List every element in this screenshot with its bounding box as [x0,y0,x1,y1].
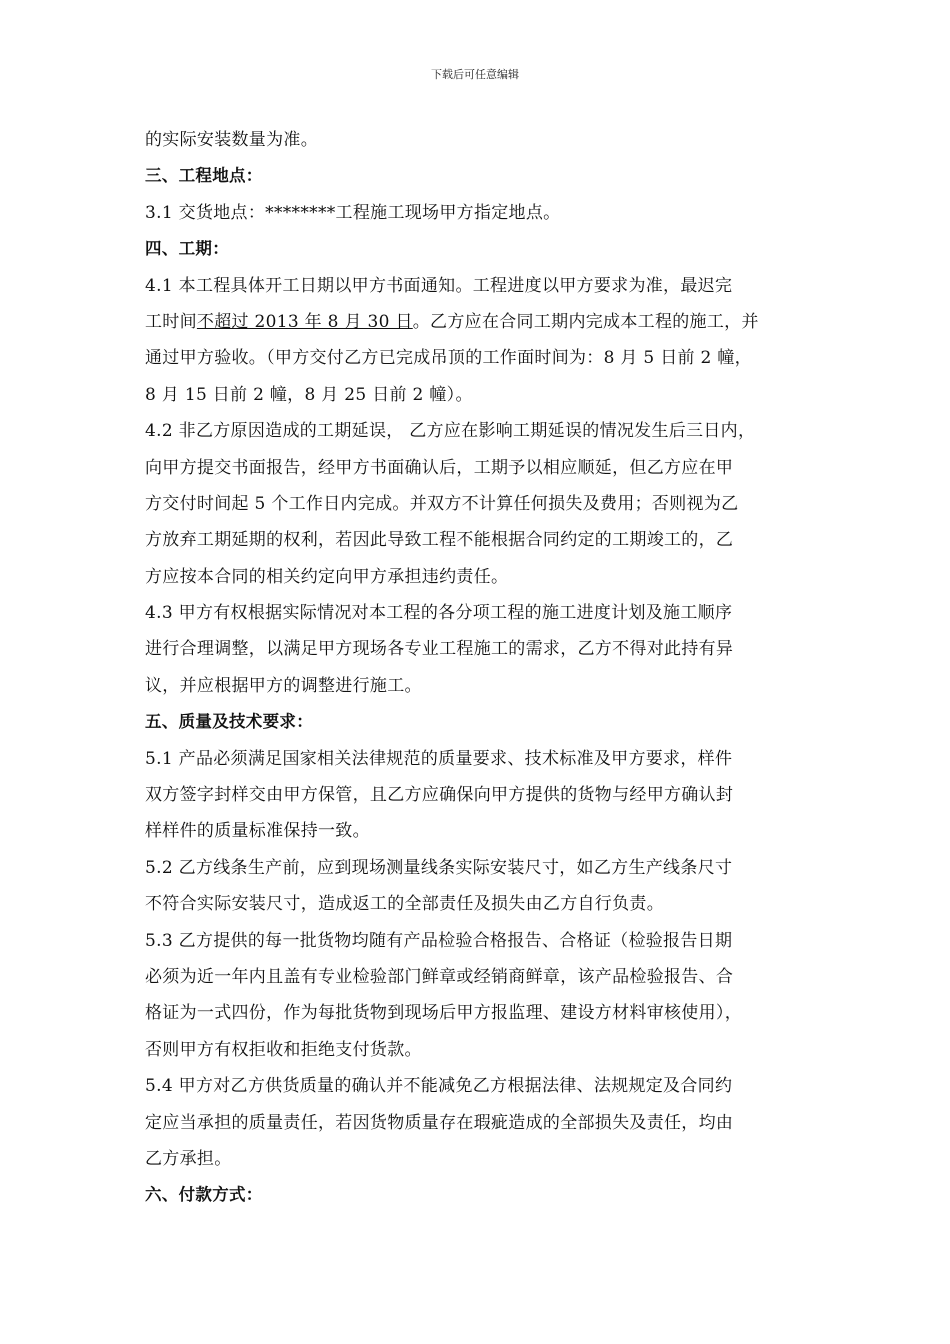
paragraph-line: 样样件的质量标准保持一致。 [145,821,370,842]
deadline-underlined: 不超过 2013 年 8 月 30 日 [196,311,413,332]
section-heading-location: 三、工程地点： [145,166,263,186]
paragraph-line: 乙方承担。 [145,1148,232,1169]
page-header: 下载后可任意编辑 [431,68,519,81]
paragraph-line: 5.3 乙方提供的每一批货物均随有产品检验合格报告、合格证（检验报告日期 [145,930,733,951]
paragraph-line: 定应当承担的质量责任，若因货物质量存在瑕疵造成的全部损失及责任，均由 [145,1112,734,1133]
paragraph-line: 必须为近一年内且盖有专业检验部门鲜章或经销商鲜章，该产品检验报告、合 [145,966,734,987]
paragraph-line: 8 月 15 日前 2 幢，8 月 25 日前 2 幢）。 [145,384,473,405]
paragraph-line: 否则甲方有权拒收和拒绝支付货款。 [145,1039,422,1060]
paragraph-line: 双方签字封样交由甲方保管，且乙方应确保向甲方提供的货物与经甲方确认封 [145,785,734,806]
section-heading-quality: 五、质量及技术要求： [145,712,313,732]
paragraph-line: 向甲方提交书面报告，经甲方书面确认后，工期予以相应顺延，但乙方应在甲 [145,457,734,478]
paragraph-line: 5.1 产品必须满足国家相关法律规范的质量要求、技术标准及甲方要求，样件 [145,748,733,769]
paragraph-line: 的实际安装数量为准。 [145,130,318,150]
paragraph-line: 4.3 甲方有权根据实际情况对本工程的各分项工程的施工进度计划及施工顺序 [145,603,733,624]
paragraph-line: 进行合理调整，以满足甲方现场各专业工程施工的需求，乙方不得对此持有异 [145,639,734,660]
paragraph-line: 4.2 非乙方原因造成的工期延误， 乙方应在影响工期延误的情况发生后三日内， [145,421,756,442]
paragraph-line: 4.1 本工程具体开工日期以甲方书面通知。工程进度以甲方要求为准，最迟完 [145,275,733,296]
paragraph-line: 3.1 交货地点：********工程施工现场甲方指定地点。 [145,202,561,223]
paragraph-line: 议，并应根据甲方的调整进行施工。 [145,675,422,696]
paragraph-line: 方应按本合同的相关约定向甲方承担违约责任。 [145,566,509,587]
section-heading-schedule: 四、工期： [145,239,229,259]
paragraph-line: 格证为一式四份，作为每批货物到现场后甲方报监理、建设方材料审核使用）， [145,1003,742,1024]
line-suffix: 。乙方应在合同工期内完成本工程的施工，并 [412,311,759,332]
paragraph-line-underlined [145,304,815,340]
paragraph-line: 方交付时间起 5 个工作日内完成。并双方不计算任何损失及费用；否则视为乙 [145,493,739,514]
paragraph-line: 不符合实际安装尺寸，造成返工的全部责任及损失由乙方自行负责。 [145,894,664,915]
paragraph-line: 5.4 甲方对乙方供货质量的确认并不能减免乙方根据法律、法规规定及合同约 [145,1076,733,1097]
line-prefix: 工时间 [145,311,197,332]
document-body [145,122,815,1214]
paragraph-line: 方放弃工期延期的权利，若因此导致工程不能根据合同约定的工期竣工的，乙 [145,530,734,551]
paragraph-line: 通过甲方验收。（甲方交付乙方已完成吊顶的工作面时间为：8 月 5 日前 2 幢， [145,348,752,369]
paragraph-line: 5.2 乙方线条生产前，应到现场测量线条实际安装尺寸，如乙方生产线条尺寸 [145,857,733,878]
section-heading-payment: 六、付款方式： [145,1185,263,1205]
